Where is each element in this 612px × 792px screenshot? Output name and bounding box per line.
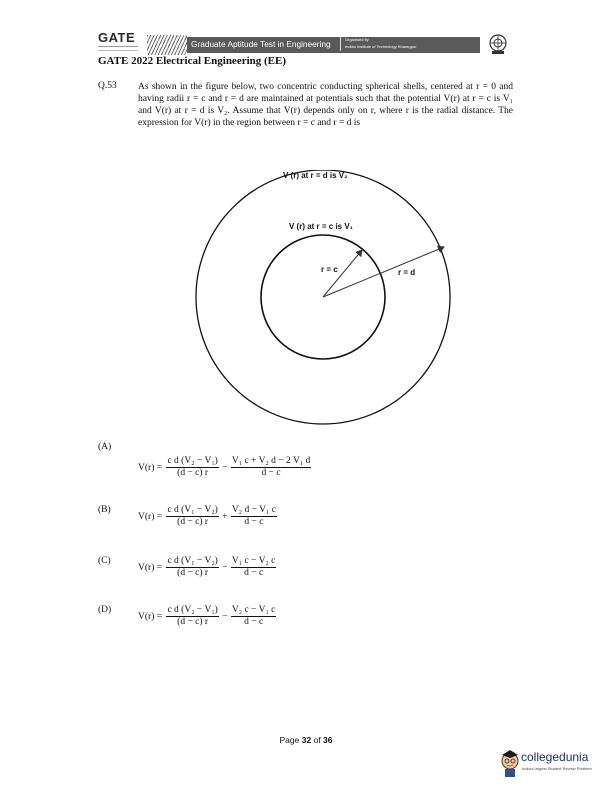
- option-b-num-1: c d (V₁ − V₂): [167, 505, 218, 515]
- option-b-den-1: (d − c) r: [177, 517, 209, 527]
- header-banner: [147, 35, 480, 55]
- option-c-den-1: (d − c) r: [177, 568, 209, 578]
- organiser-line-2: Indian Institute of Technology Kharagpur: [345, 44, 417, 49]
- outer-shell-label: V (r) at r = d is V₂: [283, 171, 348, 180]
- gate-logo-text: GATE: [98, 30, 136, 45]
- option-a-den-1: (d − c) r: [177, 468, 209, 478]
- option-c-label: (C): [98, 556, 111, 566]
- gate-logo: [98, 29, 140, 57]
- inner-radius-label: r = c: [321, 265, 338, 274]
- option-a-formula: [138, 456, 311, 479]
- outer-radius-arrow: [323, 247, 444, 297]
- option-a-label: (A): [98, 442, 112, 452]
- question-text: As shown in the figure below, two concentric conducting spherical shells, centered at r = 0 and having radii r = c and r = d are maintained at potentials such that the potential V(r) at r = c is V₁ and V(r) at r = d is V₂. Assume that V(r) depends only on r, where r is the radial distance. The expression for V(r) in the region between r = c and r = d is: [138, 82, 513, 128]
- gate-logo-rule: [98, 46, 138, 47]
- option-d-label: (D): [98, 605, 112, 615]
- brand-name: collegedunia: [521, 750, 589, 764]
- option-b-num-2: V₂ d − V₁ c: [231, 505, 276, 515]
- option-d-fraction-1: [166, 605, 218, 628]
- option-c-lhs: V(r) =: [138, 562, 163, 573]
- collegedunia-logo: [499, 746, 609, 782]
- option-a-fraction-2: [231, 456, 311, 479]
- option-d-num-1: c d (V₂ − V₁): [167, 605, 218, 615]
- option-d-den-2: d − c: [244, 617, 264, 627]
- option-a-num-2: V₁ c + V₂ d − 2 V₁ d: [231, 456, 311, 466]
- option-b-formula: [138, 505, 277, 528]
- option-a-lhs: V(r) =: [138, 462, 163, 473]
- question-number: Q.53: [98, 81, 117, 91]
- option-b-den-2: d − c: [244, 517, 264, 527]
- option-b-fraction-1: [166, 505, 218, 528]
- organiser-line-1: Organised by: [345, 37, 369, 42]
- option-c-formula: [138, 556, 276, 579]
- option-b-operator: +: [222, 511, 228, 522]
- page-footer: [0, 735, 612, 745]
- option-c-operator: −: [222, 562, 228, 573]
- mascot-icon: [499, 748, 521, 778]
- option-c-num-2: V₁ c − V₂ c: [231, 556, 276, 566]
- option-a-num-1: c d (V₂ − V₁): [167, 456, 218, 466]
- option-c-den-2: d − c: [244, 568, 264, 578]
- iit-emblem-icon: [488, 33, 508, 55]
- footer-of-word: of: [313, 735, 321, 745]
- option-a-operator: −: [222, 462, 228, 473]
- option-d-num-2: V₂ c − V₁ c: [231, 605, 276, 615]
- option-c-num-1: c d (V₁ − V₂): [167, 556, 218, 566]
- outer-radius-label: r = d: [398, 268, 416, 277]
- option-a-den-2: d − c: [261, 468, 281, 478]
- inner-shell-label: V (r) at r = c is V₁: [289, 222, 353, 231]
- paper-title: GATE 2022 Electrical Engineering (EE): [98, 55, 287, 67]
- banner-stripes: [147, 35, 187, 55]
- option-d-formula: [138, 605, 276, 628]
- footer-page-word: Page: [279, 735, 300, 745]
- gate-logo-rule: [98, 50, 138, 51]
- option-b-lhs: V(r) =: [138, 511, 163, 522]
- option-a-fraction-1: [166, 456, 218, 479]
- footer-total-pages: 36: [323, 735, 333, 745]
- banner-separator: [340, 37, 341, 51]
- option-b-fraction-2: [231, 505, 277, 528]
- option-d-operator: −: [222, 611, 228, 622]
- option-c-fraction-1: [166, 556, 218, 579]
- option-d-den-1: (d − c) r: [177, 617, 209, 627]
- footer-page-number: 32: [301, 735, 312, 745]
- option-b-label: (B): [98, 505, 111, 515]
- brand-tagline: India's largest Student Review Platform: [522, 766, 592, 771]
- option-d-fraction-2: [231, 605, 276, 628]
- option-d-lhs: V(r) =: [138, 611, 163, 622]
- concentric-shells-figure: [180, 170, 470, 440]
- banner-title: Graduate Aptitude Test in Engineering: [191, 39, 331, 49]
- option-c-fraction-2: [231, 556, 276, 579]
